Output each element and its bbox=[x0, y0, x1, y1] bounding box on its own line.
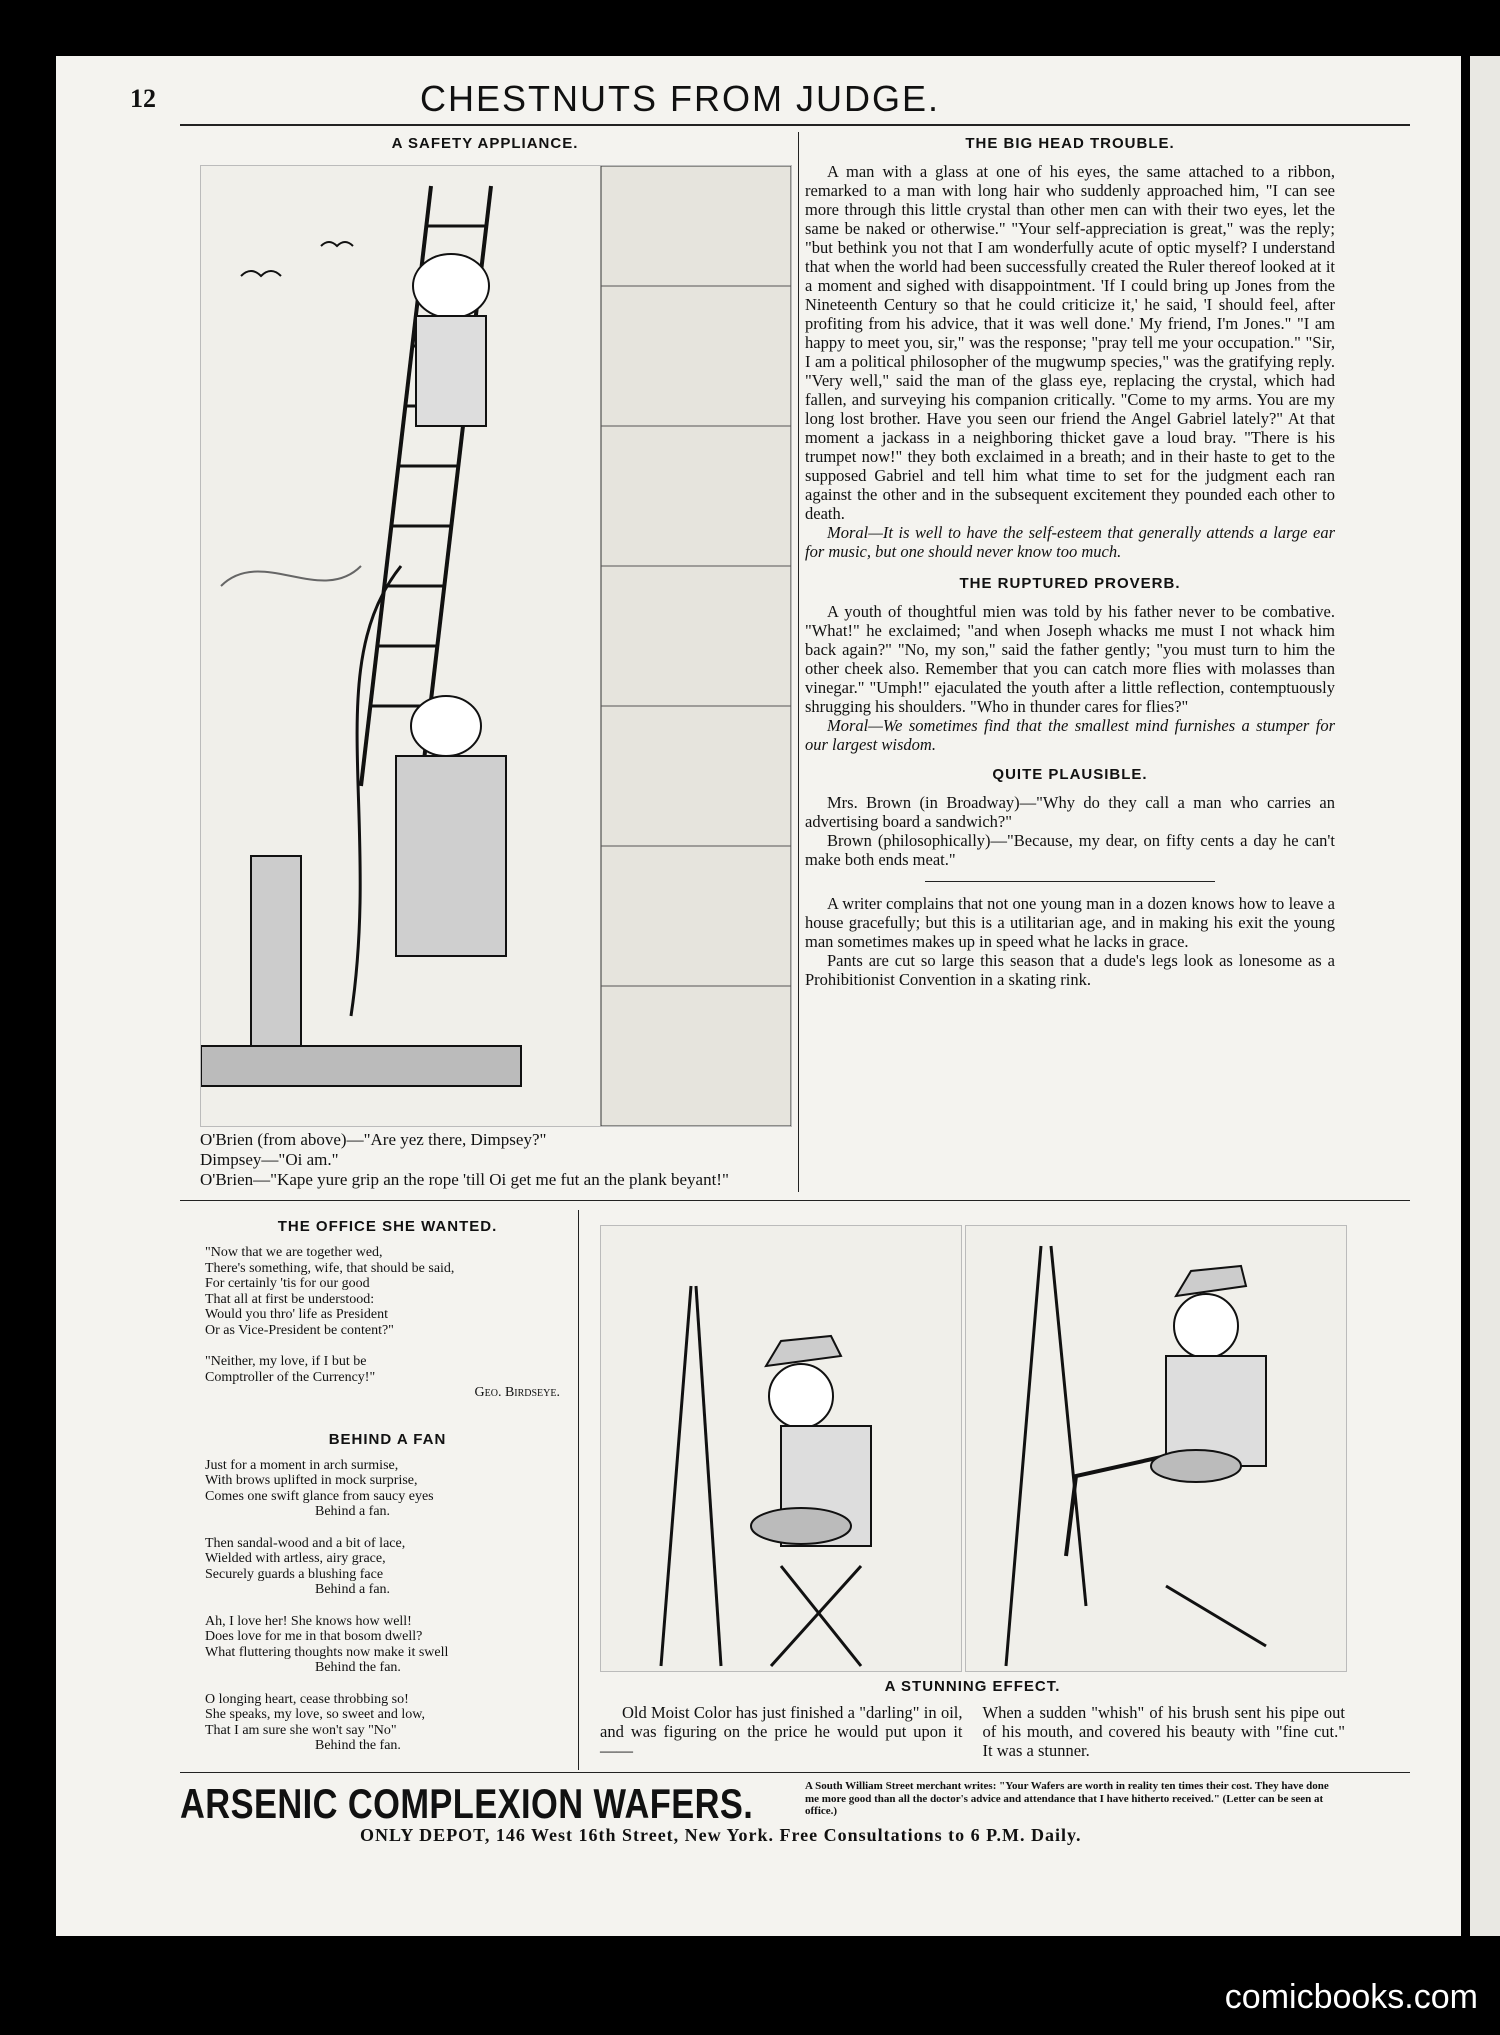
right-column bbox=[805, 135, 1335, 989]
page-header bbox=[130, 78, 1230, 126]
adjacent-page-edge bbox=[1470, 56, 1500, 1936]
ad-address: ONLY DEPOT, 146 West 16th Street, New York. Free Consultations to 6 P.M. Daily. bbox=[360, 1825, 1082, 1845]
page-number: 12 bbox=[130, 84, 156, 113]
stunning-right-text: When a sudden "whish" of his brush sent his pipe out of his mouth, and covered his beauty with "fine cut." It was a stunner. bbox=[982, 1703, 1345, 1760]
fan-stanza: Ah, I love her! She knows how well! Does love for me in that bosom dwell? What fluttering thoughts now make it swell Behind the fan. bbox=[205, 1613, 449, 1675]
safety-appliance-caption bbox=[200, 1130, 790, 1190]
ruptured-proverb-moral: Moral—We sometimes find that the smallest mind furnishes a stumper for our largest wisdom. bbox=[805, 716, 1335, 754]
stunning-effect-title: A STUNNING EFFECT. bbox=[884, 1678, 1061, 1695]
fan-stanza: Then sandal-wood and a bit of lace, Wielded with artless, airy grace, Securely guards a blushing face Behind a fan. bbox=[205, 1535, 406, 1597]
big-head-moral: Moral—It is well to have the self-esteem that generally attends a large ear for music, but one should never know too much. bbox=[805, 523, 1335, 561]
running-title: CHESTNUTS FROM JUDGE. bbox=[419, 78, 940, 119]
fan-stanza: O longing heart, cease throbbing so! She speaks, my love, so sweet and low, That I am sure she won't say "No" Behind the fan. bbox=[205, 1691, 425, 1753]
big-head-title: THE BIG HEAD TROUBLE. bbox=[965, 135, 1175, 152]
site-watermark: comicbooks.com bbox=[1224, 1978, 1478, 2016]
office-stanza: "Neither, my love, if I but be Comptroller of the Currency!" Geo. Birdseye. bbox=[205, 1354, 570, 1401]
ladder-illustration bbox=[200, 165, 792, 1127]
ruptured-proverb-text: A youth of thoughtful mien was told by his father never to be combative. "What!" he exclaimed; "and when Joseph whacks me must I not whack him back again?" "No, my son," said the father gently; "you must turn to him the other cheek also. Remember that you can catch more flies with molasses than vinegar." "Umph!" ejaculated the youth after a little reflection, contemptuously shrugging his shoulders. "Who in thunder cares for flies?" bbox=[805, 602, 1335, 716]
caption-line: O'Brien (from above)—"Are yez there, Dimpsey?" bbox=[200, 1130, 547, 1149]
office-stanza: "Now that we are together wed, There's something, wife, that should be said, For certainly 'tis for our good That all at first be understood: Would you thro' life as President Or as Vice-President be content?" bbox=[205, 1245, 455, 1338]
poems-column bbox=[205, 1218, 570, 1770]
stunning-left-text: Old Moist Color has just finished a "darling" in oil, and was figuring on the price he would put upon it—— bbox=[600, 1703, 963, 1760]
office-signature: Geo. Birdseye. bbox=[474, 1385, 560, 1400]
column-divider bbox=[578, 1210, 579, 1770]
fan-stanza: Just for a moment in arch surmise, With brows uplifted in mock surprise, Comes one swift glance from saucy eyes Behind a fan. bbox=[205, 1457, 434, 1519]
safety-appliance-section bbox=[180, 135, 790, 152]
ad-rule bbox=[180, 1772, 1410, 1773]
misc-paragraph: A writer complains that not one young man in a dozen knows how to leave a house gracefully; but this is a utilitarian age, and in making his exit the young man sometimes makes up in speed what he lacks in grace. bbox=[805, 894, 1335, 951]
ad-testimonial: A South William Street merchant writes: "Your Wafers are worth in reality ten times their cost. They have done me more good than all the doctor's advice and attendance that I have hitherto received." (Letter can be seen at office.) bbox=[805, 1780, 1329, 1817]
quite-plausible-title: QUITE PLAUSIBLE. bbox=[992, 766, 1148, 783]
plausible-line: Brown (philosophically)—"Because, my dear, on fifty cents a day he can't make both ends meat." bbox=[805, 831, 1335, 869]
caption-line: O'Brien—"Kape yure grip an the rope 'till Oi get me fut an the plank beyant!" bbox=[200, 1170, 729, 1189]
ad-headline: ARSENIC COMPLEXION WAFERS. bbox=[180, 1780, 754, 1827]
big-head-text: A man with a glass at one of his eyes, the same attached to a ribbon, remarked to a man with long hair who suddenly approached him, "I can see more through this little crystal than other men can with their two eyes, let the same be naked or otherwise." "Your self-appreciation is great," was the reply; "but bethink you not that I am wonderfully acute of optic myself? I understand that when the world had been successfully created the Ruler thereof looked at it a moment and sighed with disappointment. 'If I could bring up Jones from the Nineteenth Century so that he could criticize it,' he said, 'I should feel, after profiting from his advice, that it was well done.' My friend, I'm Jones." "I am happy to meet you, sir," was the response; "pray tell me your occupation." "Sir, I am a political philosopher of the mugwump species," was the gratifying reply. "Very well," said the man of the glass eye, replacing the crystal, which had fallen, and surveying his companion critically. "Come to my arms. You are my long lost brother. Have you seen our friend the Angel Gabriel lately?" At that moment a jackass in a neighboring thicket gave a loud bray. "There is his trumpet now!" they both exclaimed in a breath; and in their haste to get to the supposed Gabriel and tell him what time to set for the judgment each ran against the other and in the subsequent excitement they pounded each other to death. bbox=[805, 162, 1335, 523]
office-title: THE OFFICE SHE WANTED. bbox=[277, 1218, 498, 1235]
misc-paragraph: Pants are cut so large this season that a dude's legs look as lonesome as a Prohibitionist Convention in a skating rink. bbox=[805, 951, 1335, 989]
ruptured-proverb-title: THE RUPTURED PROVERB. bbox=[959, 575, 1181, 592]
painter-illustration-left bbox=[600, 1225, 962, 1672]
stunning-effect-section bbox=[600, 1678, 1345, 1760]
header-rule bbox=[180, 124, 1410, 126]
safety-appliance-title: A SAFETY APPLIANCE. bbox=[391, 135, 579, 152]
caption-line: Dimpsey—"Oi am." bbox=[200, 1150, 339, 1169]
painter-illustration-right bbox=[965, 1225, 1347, 1672]
fan-title: BEHIND A FAN bbox=[328, 1430, 447, 1448]
plausible-line: Mrs. Brown (in Broadway)—"Why do they call a man who carries an advertising board a sandwich?" bbox=[805, 793, 1335, 831]
section-rule bbox=[180, 1200, 1410, 1201]
column-divider bbox=[798, 132, 799, 1192]
